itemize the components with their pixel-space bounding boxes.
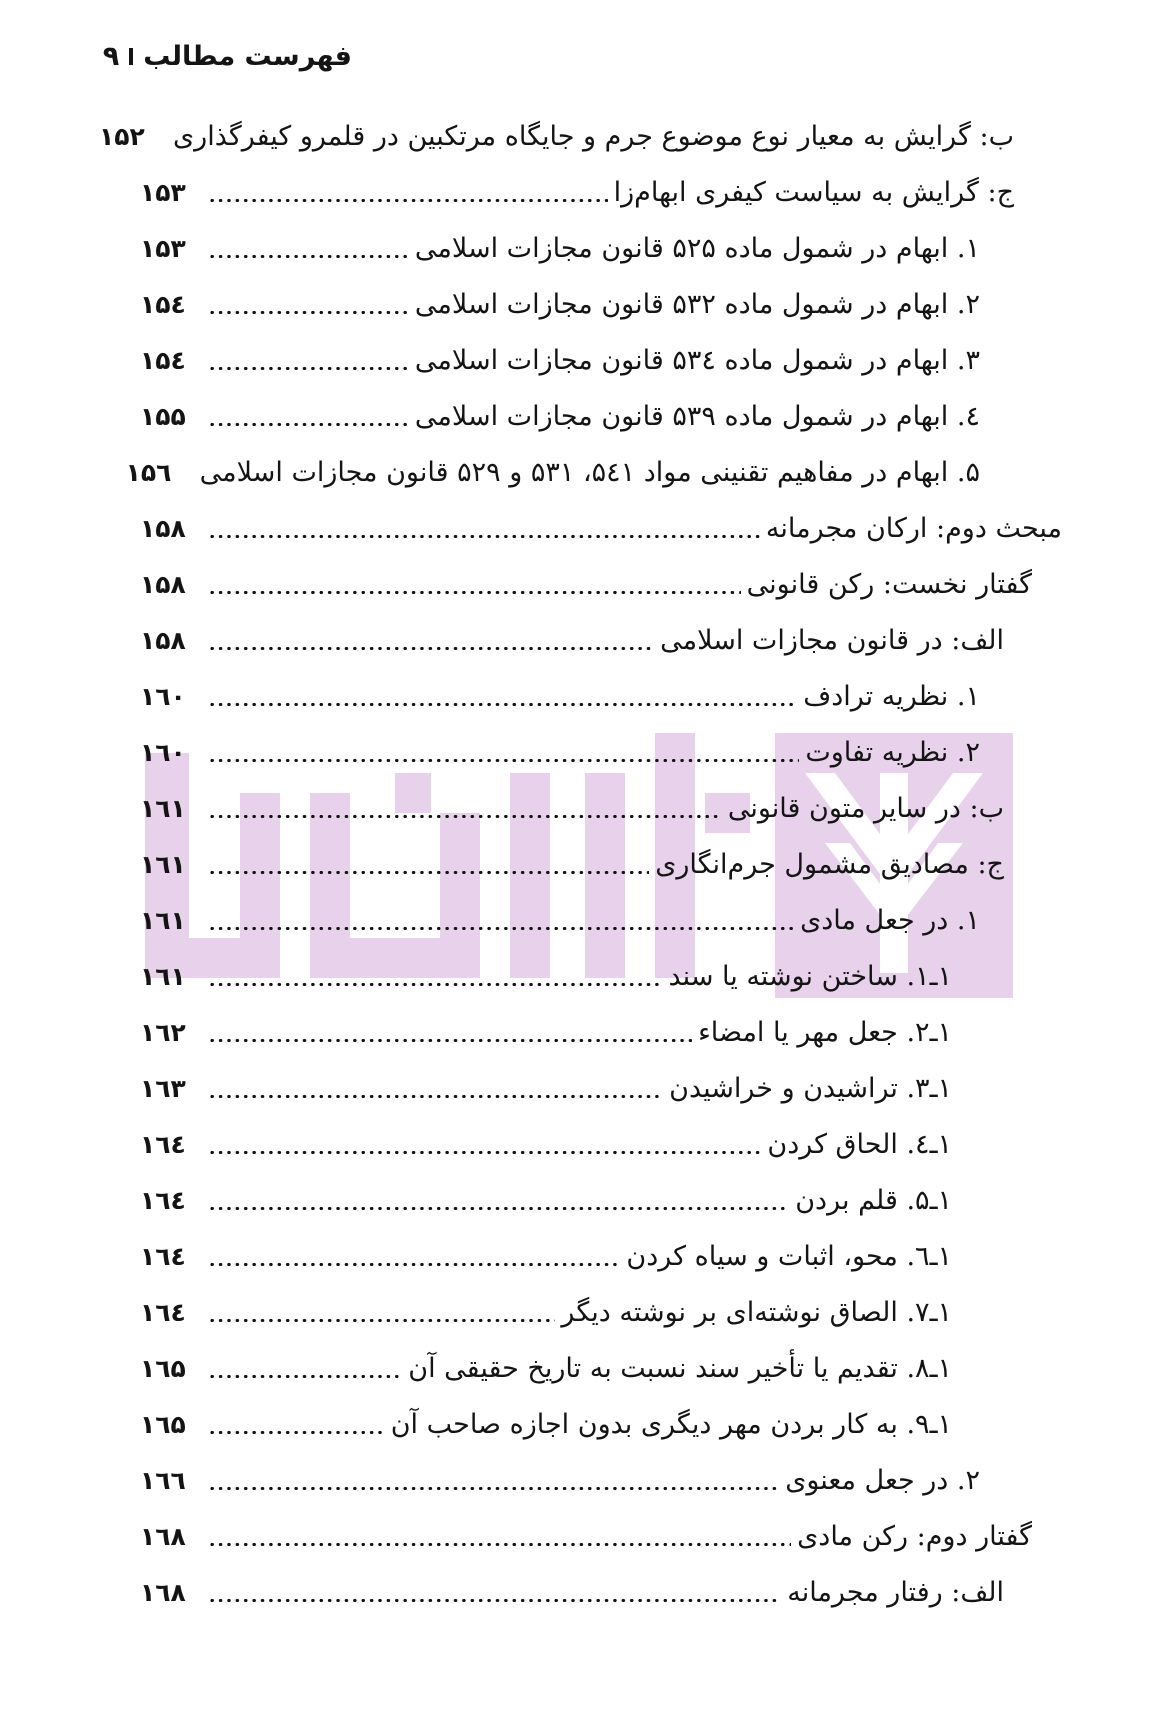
dot-leader: [208, 1039, 692, 1042]
toc-entry-page: ۱٦۲: [140, 1018, 186, 1047]
dot-leader: [208, 647, 654, 650]
toc-entry-page: ۱٦۵: [140, 1354, 186, 1383]
toc-entry: [140, 1232, 952, 1282]
dot-leader: [208, 367, 409, 370]
toc-entry-title: ۵. ابهام در مفاهیم تقنینی مواد ۵٤۱، ۵۳۱ و ۵۲۹ قانون مجازات اسلامی: [199, 457, 980, 488]
toc-entry: [99, 112, 1014, 162]
toc-entry: [140, 1288, 952, 1338]
toc-entry-title: ۲. ابهام در شمول ماده ۵۳۲ قانون مجازات اسلامی: [414, 289, 980, 320]
toc-entry-page: ۱٦٤: [140, 1130, 186, 1159]
dot-leader: [208, 1543, 791, 1546]
toc-entry-title: ب: در سایر متون قانونی: [727, 793, 1004, 824]
toc-entry: [140, 504, 1062, 554]
toc-entry-page: ۱٦۰: [140, 738, 186, 767]
toc-entry-page: ۱۵۸: [140, 514, 186, 543]
header-page-number: ۹: [102, 40, 120, 72]
toc-entry-page: ۱٦۵: [140, 1410, 186, 1439]
toc-entry-page: ۱٦۱: [140, 794, 186, 823]
dot-leader: [208, 311, 409, 314]
dot-leader: [208, 1431, 385, 1434]
toc-entry-title: الف: در قانون مجازات اسلامی: [660, 625, 1004, 656]
toc-entry-page: ۱۵٤: [140, 290, 186, 319]
toc-entry-page: ۱۵٦: [125, 458, 172, 487]
toc-entry-title: گفتار نخست: رکن قانونی: [746, 569, 1032, 600]
toc-entry-title: ج: گرایش به سیاست کیفری ابهام‌زا: [613, 177, 1014, 208]
toc-entry-page: ۱٦٤: [140, 1186, 186, 1215]
toc-entry: [140, 560, 1032, 610]
dot-leader: [208, 759, 799, 762]
toc-entry-title: ۱ـ۷. الصاق نوشته‌ای بر نوشته دیگر: [561, 1297, 952, 1328]
toc-entry-page: ۱٦٤: [140, 1242, 186, 1271]
toc-entry-page: ۱٦۱: [140, 906, 186, 935]
toc-entry-title: ۱. در جعل مادی: [800, 905, 980, 936]
toc-entry: [140, 168, 1014, 218]
toc-entry-title: ۱ـ۸. تقدیم یا تأخیر سند نسبت به تاریخ حقیقی آن: [408, 1353, 952, 1384]
toc-entry: [140, 224, 980, 274]
header-title: فهرست مطالب: [143, 40, 352, 72]
dot-leader: [208, 703, 797, 706]
dot-leader: [208, 535, 760, 538]
toc-entry: [140, 1456, 980, 1506]
toc-entry-page: ۱٦٦: [140, 1466, 186, 1495]
toc-entry-page: ۱٦۳: [140, 1074, 186, 1103]
dot-leader: [208, 1207, 789, 1210]
dot-leader: [208, 423, 409, 426]
toc-entry-title: گفتار دوم: رکن مادی: [797, 1521, 1032, 1552]
toc-entry-title: ۱ـ۱. ساختن نوشته یا سند: [668, 961, 952, 992]
toc-entry-page: ۱۵۵: [140, 402, 186, 431]
toc-entry: [140, 1120, 952, 1170]
toc-entry: [140, 1512, 1032, 1562]
toc-entry-page: ۱٦۰: [140, 682, 186, 711]
toc-entry-page: ۱٦٤: [140, 1298, 186, 1327]
toc-entry: [140, 280, 980, 330]
toc-entry-title: ۱ـ٤. الحاق کردن: [767, 1129, 952, 1160]
toc-entry-page: ۱٦۸: [140, 1522, 186, 1551]
toc-entry-title: ۲. در جعل معنوی: [785, 1465, 980, 1496]
dot-leader: [208, 1151, 761, 1154]
toc-entry: [140, 784, 1004, 834]
toc-entry-title: ۳. ابهام در شمول ماده ۵۳٤ قانون مجازات اسلامی: [414, 345, 980, 376]
toc-entry-title: ۱ـ۹. به کار بردن مهر دیگری بدون اجازه صاحب آن: [390, 1409, 952, 1440]
toc-entry: [140, 728, 980, 778]
dot-leader: [208, 1375, 402, 1378]
toc-entry-title: ۱ـ۵. قلم بردن: [795, 1185, 952, 1216]
dot-leader: [208, 199, 608, 202]
dot-leader: [208, 1319, 555, 1322]
toc-entry-title: ۲. نظریه تفاوت: [805, 737, 980, 768]
toc-entry: [125, 448, 980, 498]
toc-entry-page: ۱۵۸: [140, 570, 186, 599]
toc-entry: [140, 336, 980, 386]
toc-entry: [140, 1064, 952, 1114]
toc-entry: [140, 1344, 952, 1394]
toc-entry: [140, 1176, 952, 1226]
toc-entry: [140, 952, 952, 1002]
dot-leader: [208, 591, 741, 594]
toc-entry-page: ۱۵۸: [140, 626, 186, 655]
toc-entry: [140, 392, 980, 442]
toc-entry: [140, 896, 980, 946]
toc-entry-title: ج: مصادیق مشمول جرم‌انگاری: [655, 849, 1004, 880]
toc-entry-title: ٤. ابهام در شمول ماده ۵۳۹ قانون مجازات اسلامی: [414, 401, 980, 432]
toc-entry-page: ۱۵٤: [140, 346, 186, 375]
dot-leader: [208, 1263, 620, 1266]
toc-entry: [140, 1568, 1004, 1618]
toc-entry: [140, 616, 1004, 666]
toc-entry-title: مبحث دوم: ارکان مجرمانه: [765, 513, 1062, 544]
toc-entry-title: ۱ـ۳. تراشیدن و خراشیدن: [669, 1073, 952, 1104]
toc-entry-page: ۱۵۲: [99, 122, 145, 151]
toc-entry-title: ۱. ابهام در شمول ماده ۵۲۵ قانون مجازات اسلامی: [414, 233, 980, 264]
toc-entry-title: الف: رفتار مجرمانه: [787, 1577, 1004, 1608]
dot-leader: [208, 815, 722, 818]
dot-leader: [208, 255, 409, 258]
toc-entry-title: ۱ـ۲. جعل مهر یا امضاء: [698, 1017, 952, 1048]
dot-leader: [208, 983, 663, 986]
dot-leader: [208, 1599, 781, 1602]
dot-leader: [208, 1095, 663, 1098]
toc-entry: [140, 840, 1004, 890]
toc-entry-title: ۱. نظریه ترادف: [803, 681, 980, 712]
dot-leader: [208, 871, 649, 874]
dot-leader: [208, 1487, 779, 1490]
toc-entry: [140, 1008, 952, 1058]
toc-entry-page: ۱٦۱: [140, 850, 186, 879]
toc-entry: [140, 672, 980, 722]
toc-entry-page: ۱٦۱: [140, 962, 186, 991]
toc-entry-page: ۱٦۸: [140, 1578, 186, 1607]
toc-entry-page: ۱۵۳: [140, 178, 186, 207]
dot-leader: [208, 927, 794, 930]
toc-entry: [140, 1400, 952, 1450]
toc-entry-title: ب: گرایش به معیار نوع موضوع جرم و جایگاه مرتکبین در قلمرو کیفرگذاری: [173, 121, 1014, 152]
toc-entry-page: ۱۵۳: [140, 234, 186, 263]
toc-entry-title: ۱ـ٦. محو، اثبات و سیاه کردن: [626, 1241, 952, 1272]
